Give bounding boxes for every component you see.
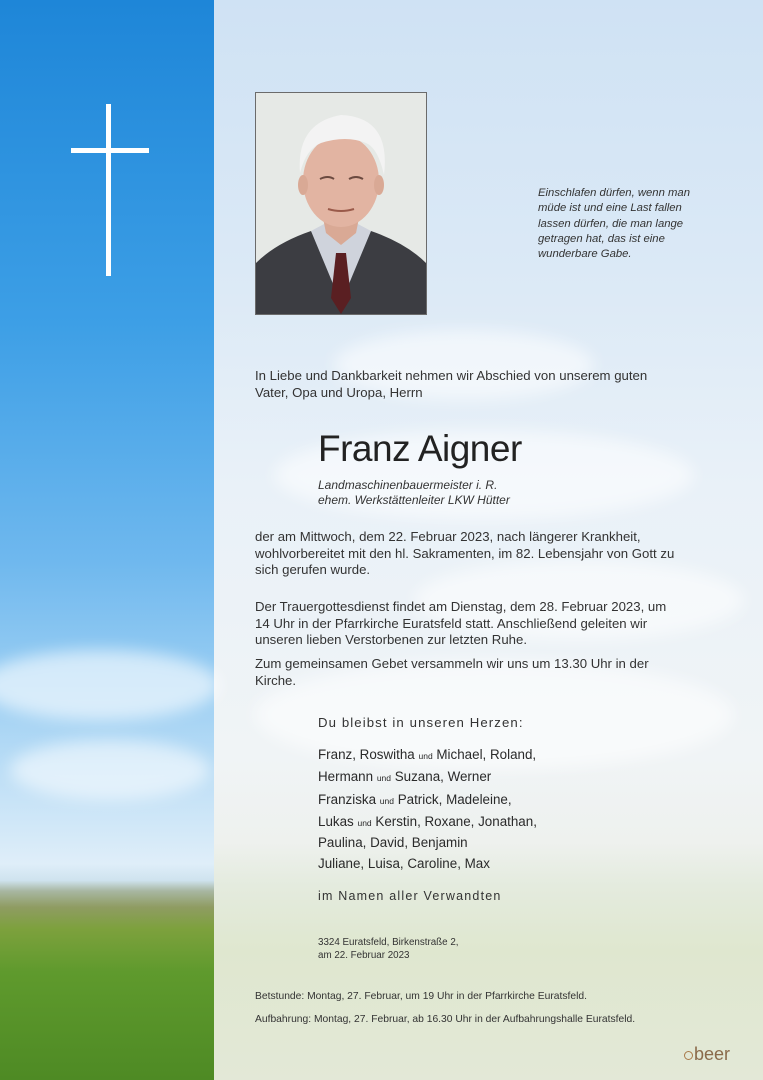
prayer-info: Zum gemeinsamen Gebet versammeln wir uns um 13.30 Uhr in der Kirche. [255, 656, 649, 688]
viewing-info: Aufbahrung: Montag, 27. Februar, ab 16.30 Uhr in der Aufbahrungshalle Euratsfeld. [255, 1014, 636, 1025]
deceased-title: Landmaschinenbauermeister i. R. [318, 478, 498, 492]
mourners-group-great-grandchildren: Juliane, Luisa, Caroline, Max [318, 856, 490, 871]
funeral-home-logo: beer [684, 1044, 730, 1065]
funeral-info: Der Trauergottesdienst findet am Dienstag, dem 28. Februar 2023, um 14 Uhr in der Pfarrkirche Euratsfeld statt. Anschließend geleiten wir unseren lieben Verstorbenen zur letzten Ruhe. [255, 599, 667, 648]
mourners-heading: Du bleibst in unseren Herzen: [318, 715, 524, 730]
deceased-former-role: ehem. Werkstättenleiter LKW Hütter [318, 493, 510, 507]
deceased-name: Franz Aigner [318, 428, 522, 469]
relatives-note: im Namen aller Verwandten [318, 889, 502, 903]
quote: Einschlafen dürfen, wenn man müde ist und eine Last fallen lassen dürfen, die man lange getragen hat, das ist eine wunderbare Gabe. [538, 187, 690, 261]
mourners-group-grandchildren: Franziska und Patrick, Madeleine, Lukas und Kerstin, Roxane, Jonathan, Paulina, David, Benjamin [318, 792, 537, 850]
logo-circle-icon [684, 1051, 693, 1060]
prayer-hour-info: Betstunde: Montag, 27. Februar, um 19 Uhr in der Pfarrkirche Euratsfeld. [255, 991, 587, 1002]
address-block: 3324 Euratsfeld, Birkenstraße 2, am 22. Februar 2023 [318, 937, 459, 962]
intro-text: In Liebe und Dankbarkeit nehmen wir Abschied von unserem guten Vater, Opa und Uropa, Herrn [255, 368, 648, 400]
cloud-left-2 [10, 740, 210, 800]
portrait-photo [255, 92, 427, 315]
death-notice: der am Mittwoch, dem 22. Februar 2023, nach längerer Krankheit, wohlvorbereitet mit den hl. Sakramenten, im 82. Lebensjahr von Gott zu sich gerufen wurde. [255, 529, 675, 578]
mourners-group-children: Franz, Roswitha und Michael, Roland, Hermann und Suzana, Werner [318, 747, 537, 784]
